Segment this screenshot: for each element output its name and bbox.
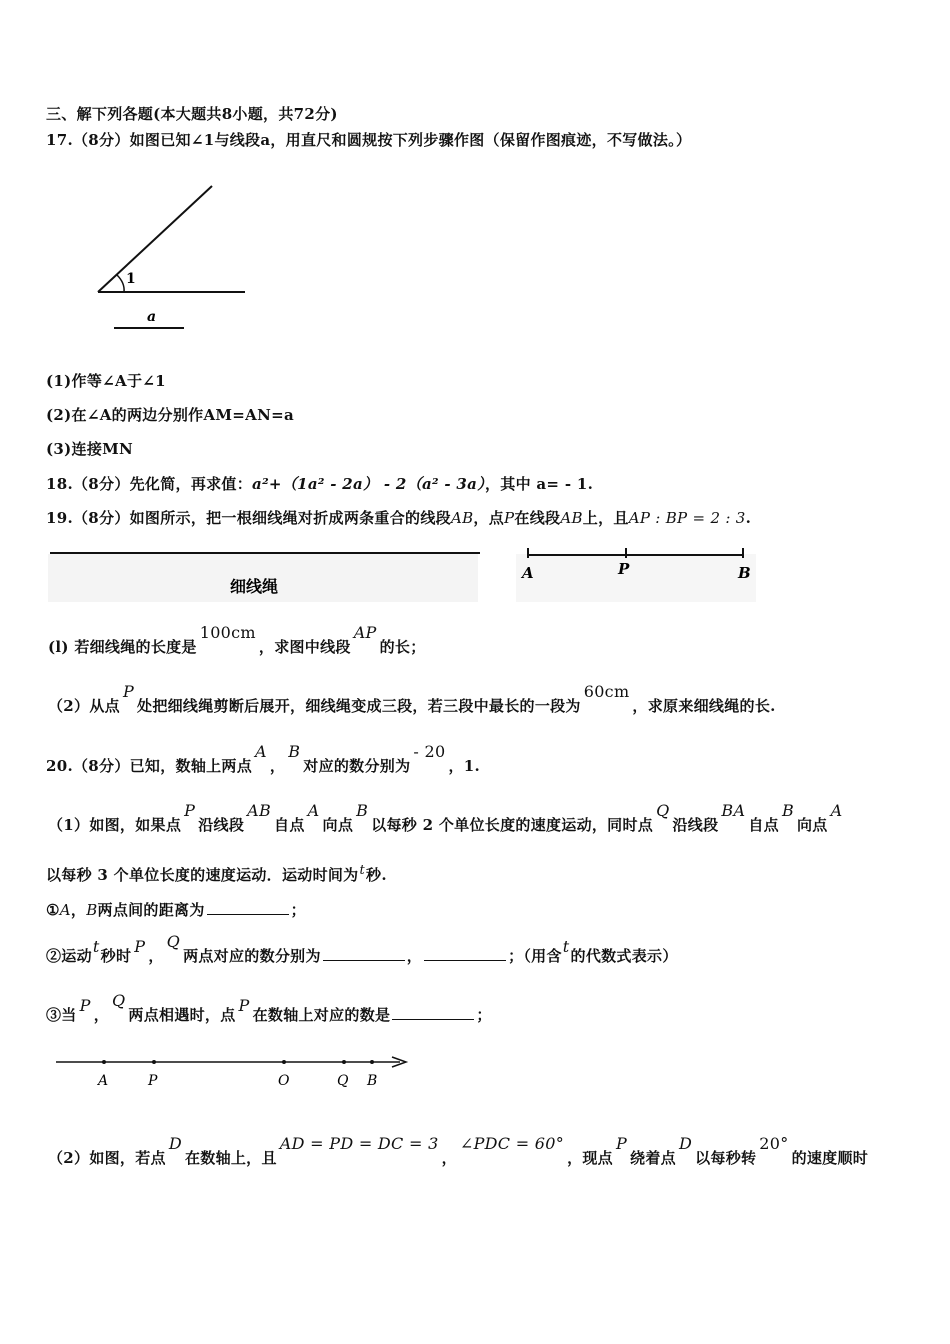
sub3-Q: Q bbox=[112, 991, 126, 1010]
point-a bbox=[102, 1060, 106, 1064]
p1-line2a: 以每秒 3 个单位长度的速度运动．运动时间为 bbox=[46, 866, 359, 884]
sub3-P: P bbox=[79, 996, 91, 1015]
q19-ratio: AP : BP = 2 : 3 bbox=[628, 509, 746, 527]
q20-stem-a: 20.（8分）已知，数轴上两点 bbox=[46, 757, 253, 775]
label-p: P bbox=[618, 560, 630, 578]
q18-expression: a²+（1a² - 2a） - 2（a² - 3a） bbox=[252, 475, 485, 493]
q19-figure bbox=[46, 540, 766, 605]
sub2-b: 秒时 bbox=[100, 947, 132, 965]
q19-part2 bbox=[48, 682, 776, 716]
q19-part2-b: 处把细线绳剪断后展开，细线绳变成三段，若三段中最长的一段为 bbox=[137, 697, 581, 715]
point-o bbox=[282, 1060, 286, 1064]
sub2-Q: Q bbox=[166, 932, 181, 951]
q19-part1-a: (l) 若细线绳的长度是 bbox=[48, 638, 197, 656]
q20-part1-line1 bbox=[48, 801, 845, 835]
q20-sub2 bbox=[46, 932, 678, 966]
answer-blank-p-value[interactable] bbox=[323, 946, 405, 961]
p2-d: 绕着点 bbox=[630, 1149, 676, 1167]
q20-comma: ， bbox=[269, 757, 286, 775]
q20-part1-line2 bbox=[46, 864, 387, 885]
p1-t: t bbox=[359, 863, 366, 878]
p2-a: （2）如图，若点 bbox=[48, 1149, 166, 1167]
p1-line2b: 秒. bbox=[366, 866, 387, 884]
p1-P: P bbox=[184, 801, 196, 820]
q20-a: A bbox=[255, 742, 267, 761]
sub2-d: ， bbox=[406, 947, 423, 965]
q20-stem bbox=[46, 742, 481, 776]
q17-stem: 17.（8分）如图已知∠1与线段a，用直尺和圆规按下列步骤作图（保留作图痕迹，不写做法。） bbox=[46, 131, 692, 149]
q20-sub1 bbox=[46, 899, 306, 920]
point-q bbox=[342, 1060, 346, 1064]
p1-A: A bbox=[307, 801, 320, 820]
p2-c: ，现点 bbox=[567, 1149, 613, 1167]
q19-part2-c: ，求原来细线绳的长. bbox=[632, 697, 776, 715]
p2-D: D bbox=[168, 1134, 182, 1153]
q19-p: P bbox=[504, 509, 515, 527]
q19-mid1: ，点 bbox=[473, 509, 505, 527]
sub3-comma: ， bbox=[93, 1006, 109, 1024]
q19-stem bbox=[46, 507, 751, 528]
sub2-c: 两点对应的数分别为 bbox=[183, 947, 321, 965]
point-b bbox=[370, 1060, 374, 1064]
answer-blank-q-value[interactable] bbox=[424, 946, 506, 961]
p1-Q: Q bbox=[656, 801, 670, 820]
sub3-d: ； bbox=[476, 1006, 492, 1024]
q17-step-1: (1)作等∠A于∠1 bbox=[46, 372, 166, 390]
axis-label-b: B bbox=[367, 1073, 378, 1089]
segment-shadow-band bbox=[516, 554, 756, 602]
p2-f: 的速度顺时 bbox=[791, 1149, 869, 1167]
p2-b: 在数轴上，且 bbox=[184, 1149, 277, 1167]
angle-1-label: 1 bbox=[126, 271, 136, 287]
q20-stem-b: 对应的数分别为 bbox=[303, 757, 411, 775]
q18 bbox=[46, 473, 593, 494]
sub1-comma: ， bbox=[70, 901, 87, 919]
q17-angle-figure bbox=[90, 180, 260, 340]
q19-part1-ap: AP bbox=[353, 623, 377, 642]
q19-ab2: AB bbox=[560, 509, 583, 527]
segment-a-label: a bbox=[147, 309, 157, 325]
p2-P: P bbox=[615, 1134, 628, 1153]
q19-prefix: 19.（8分）如图所示，把一根细线绳对折成两条重合的线段 bbox=[46, 509, 451, 527]
p1-A2: A bbox=[830, 801, 843, 820]
sub3-a: ③当 bbox=[46, 1006, 77, 1024]
q19-end: . bbox=[745, 509, 752, 527]
p2-e: 以每秒转 bbox=[695, 1149, 757, 1167]
sub3-P2: P bbox=[238, 996, 250, 1015]
q20-part2 bbox=[48, 1134, 869, 1168]
p1-b: 沿线段 bbox=[198, 816, 245, 834]
q18-suffix: ，其中 a= - 1. bbox=[484, 475, 594, 493]
axis-label-q: Q bbox=[337, 1073, 349, 1089]
p1-g: 自点 bbox=[748, 816, 779, 834]
sub3-b: 两点相遇时，点 bbox=[128, 1006, 236, 1024]
q19-mid2: 在线段 bbox=[514, 509, 561, 527]
p1-B2: B bbox=[781, 801, 794, 820]
answer-blank-distance[interactable] bbox=[207, 900, 289, 915]
sub1-b: 两点间的距离为 bbox=[97, 901, 205, 919]
p1-B: B bbox=[356, 801, 369, 820]
q19-part1-len: 100cm bbox=[199, 623, 256, 642]
p1-f: 沿线段 bbox=[672, 816, 719, 834]
sub2-t: t bbox=[92, 937, 100, 956]
p1-a: （1）如图，如果点 bbox=[48, 816, 182, 834]
sub2-t2: t bbox=[562, 937, 570, 956]
q20-val: - 20 bbox=[413, 742, 446, 761]
sub2-P: P bbox=[134, 937, 146, 956]
sub2-comma: ， bbox=[148, 947, 164, 965]
section-title: 三、解下列各题(本大题共8小题，共72分) bbox=[46, 105, 338, 123]
p2-angle: ∠PDC = 60° bbox=[459, 1134, 565, 1153]
sub1-a: ① bbox=[46, 901, 60, 919]
q17-step-3: (3)连接MN bbox=[46, 440, 134, 458]
answer-blank-meeting-point[interactable] bbox=[392, 1005, 474, 1020]
rope-label: 细线绳 bbox=[230, 577, 279, 596]
p2-D2: D bbox=[678, 1134, 693, 1153]
p1-c: 自点 bbox=[274, 816, 305, 834]
point-p bbox=[152, 1060, 156, 1064]
p1-h: 向点 bbox=[797, 816, 828, 834]
q20-b: B bbox=[288, 742, 301, 761]
q19-part2-len: 60cm bbox=[583, 682, 630, 701]
angle-ray-upper bbox=[98, 186, 212, 292]
number-line-figure bbox=[52, 1050, 422, 1095]
p1-AB: AB bbox=[247, 801, 272, 820]
sub1-A: A bbox=[59, 901, 71, 919]
q19-mid3: 上，且 bbox=[582, 509, 629, 527]
q20-stem-c: ，1. bbox=[448, 757, 481, 775]
q19-part1 bbox=[48, 623, 426, 657]
axis-label-p: P bbox=[148, 1073, 158, 1089]
q19-ab: AB bbox=[450, 509, 474, 527]
sub2-e: ；（用含 bbox=[508, 947, 562, 965]
p1-BA: BA bbox=[721, 801, 746, 820]
q20-sub3 bbox=[46, 991, 492, 1025]
angle-arc bbox=[117, 275, 124, 292]
sub1-c: ； bbox=[290, 901, 306, 919]
p2-comma: ， bbox=[441, 1149, 457, 1167]
q17-step-2: (2)在∠A的两边分别作AM=AN=a bbox=[46, 406, 294, 424]
p1-d: 向点 bbox=[322, 816, 354, 834]
p1-e: 以每秒 2 个单位长度的速度运动，同时点 bbox=[371, 816, 654, 834]
q19-part2-p: P bbox=[122, 682, 135, 701]
sub3-c: 在数轴上对应的数是 bbox=[252, 1006, 391, 1024]
q19-part2-a: （2）从点 bbox=[48, 697, 120, 715]
sub2-a: ②运动 bbox=[46, 947, 92, 965]
q19-part1-b: ，求图中线段 bbox=[258, 638, 351, 656]
p2-deg: 20° bbox=[759, 1134, 789, 1153]
q19-part1-c: 的长； bbox=[379, 638, 426, 656]
axis-label-o: O bbox=[278, 1073, 290, 1089]
p2-eq: AD = PD = DC = 3 bbox=[279, 1134, 439, 1153]
sub1-B: B bbox=[86, 901, 98, 919]
label-b: B bbox=[738, 564, 751, 582]
sub2-f: 的代数式表示） bbox=[570, 947, 678, 965]
q18-prefix: 18.（8分）先化简，再求值： bbox=[46, 475, 253, 493]
axis-label-a: A bbox=[98, 1073, 109, 1089]
label-a: A bbox=[522, 564, 534, 582]
